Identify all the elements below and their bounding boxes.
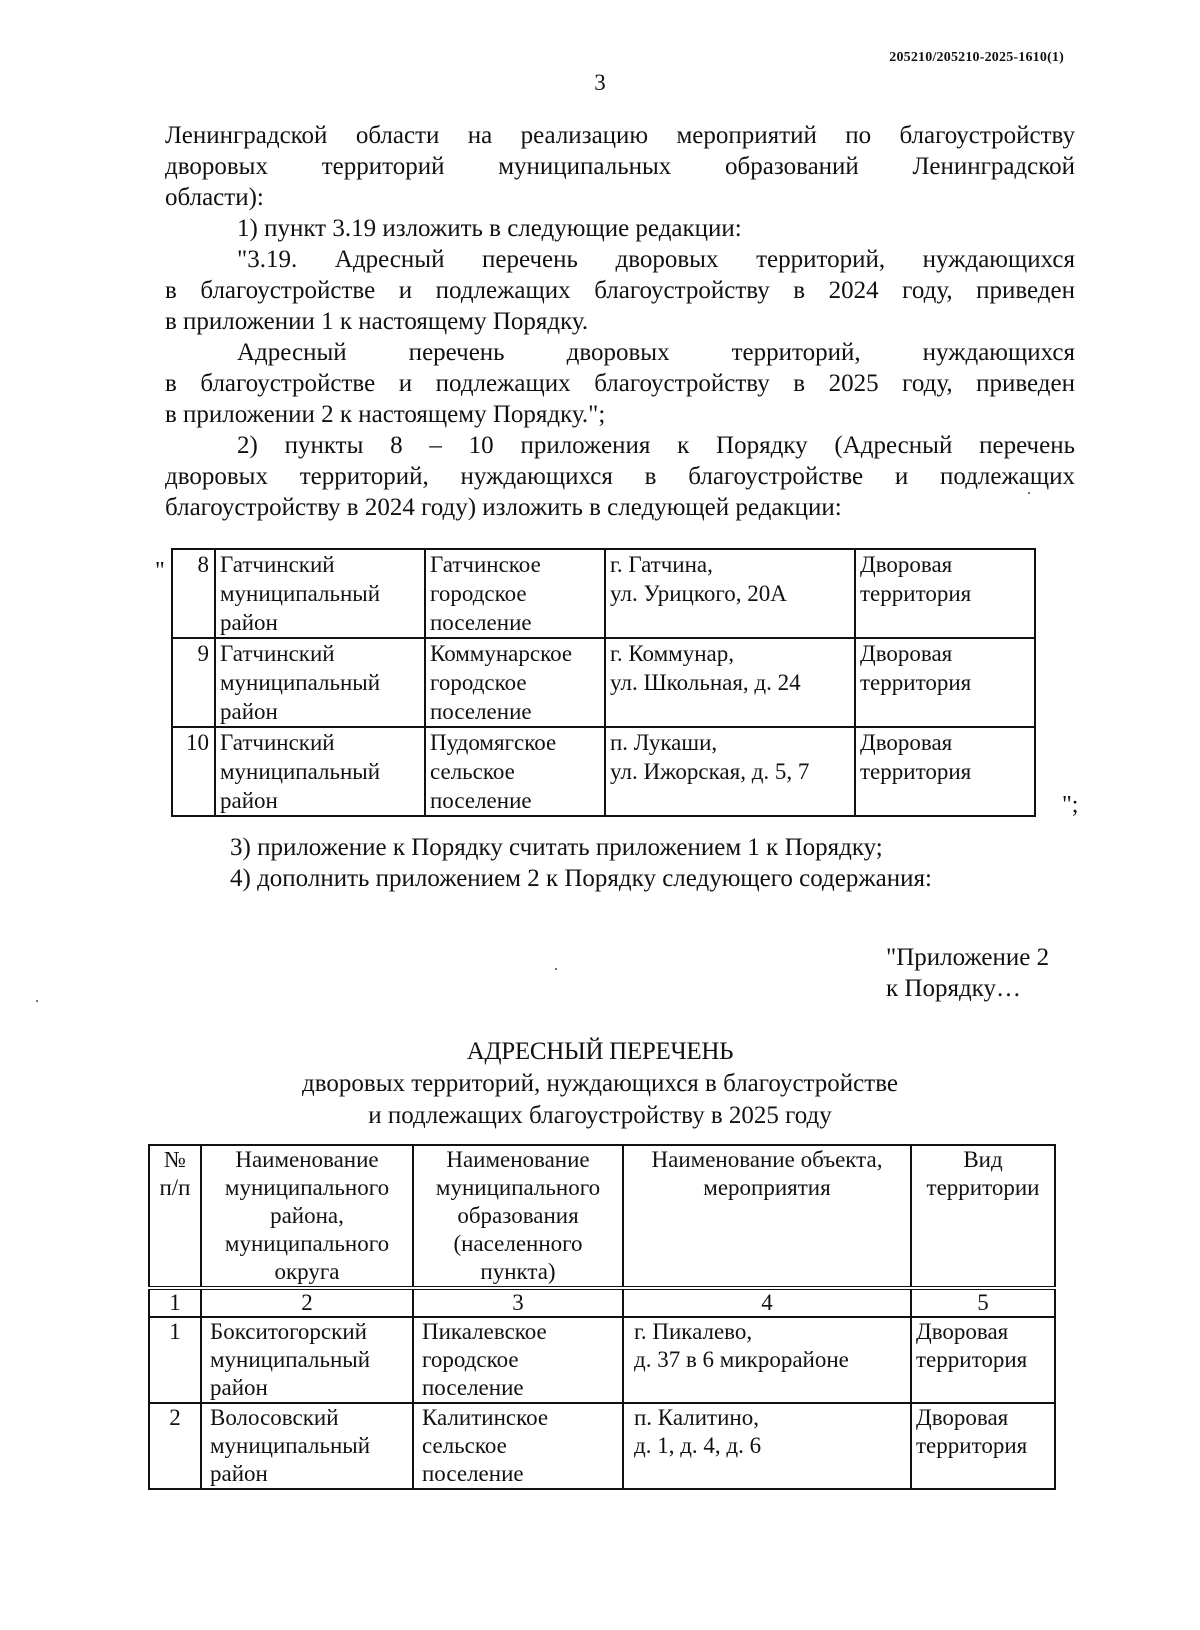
cell-line: Гатчинский	[220, 641, 335, 666]
cell-line: 2	[301, 1290, 313, 1315]
district-cell	[201, 1317, 413, 1403]
cell-line: Дворовая	[860, 730, 953, 755]
cell-line: Калитинское	[422, 1405, 549, 1430]
territory-type-cell	[855, 727, 1035, 816]
cell-line: территория	[860, 759, 972, 784]
cell-line: Гатчинский	[220, 730, 335, 755]
text-line: дворовых территорий, нуждающихся в благоустройстве и подлежащих	[165, 463, 1075, 490]
paragraph-item-3	[230, 832, 1080, 863]
row-number	[172, 549, 215, 638]
territory-type-cell	[911, 1317, 1055, 1403]
cell-line: территория	[860, 581, 972, 606]
column-header	[149, 1145, 201, 1288]
cell-line: район	[220, 699, 278, 724]
cell-line: 3	[512, 1290, 524, 1315]
cell-line: 2	[169, 1405, 181, 1430]
column-header	[623, 1145, 911, 1288]
territory-type-cell	[911, 1403, 1055, 1489]
paragraph-2025-list	[165, 337, 1075, 430]
paragraph-item-1	[237, 213, 1077, 244]
cell-line: образования	[457, 1203, 579, 1228]
text-line: дворовых территорий муниципальных образований Ленинградской	[165, 153, 1075, 180]
scan-speck	[1028, 492, 1030, 494]
text-line: благоустройству в 2024 году) изложить в следующей редакции:	[165, 494, 842, 521]
cell-line: Вид	[963, 1147, 1003, 1172]
cell-line: Гатчинский	[220, 552, 335, 577]
text-line: в благоустройстве и подлежащих благоустройству в 2025 году, приведен	[165, 370, 1075, 397]
cell-line: Бокситогорский	[210, 1319, 367, 1344]
cell-line: 1	[169, 1319, 181, 1344]
cell-line: пункта)	[480, 1259, 556, 1284]
cell-line: Наименование объекта,	[651, 1147, 883, 1172]
cell-line: район	[220, 788, 278, 813]
cell-line: Пудомягское	[430, 730, 557, 755]
text-line: в приложении 1 к настоящему Порядку.	[165, 308, 589, 335]
column-header	[201, 1145, 413, 1288]
cell-line: Пикалевское	[422, 1319, 547, 1344]
table-row	[149, 1317, 1055, 1403]
cell-line: д. 37 в 6 микрорайоне	[634, 1347, 849, 1372]
cell-line: территории	[926, 1175, 1040, 1200]
paragraph-intro	[165, 120, 1075, 213]
appendix-line: к Порядку…	[886, 975, 1021, 1002]
address-cell	[605, 549, 855, 638]
cell-line: муниципального	[224, 1231, 390, 1256]
column-index	[911, 1288, 1055, 1317]
row-number	[172, 638, 215, 727]
cell-line: Наименование	[446, 1147, 590, 1172]
cell-line: городское	[430, 670, 527, 695]
cell-line: поселение	[430, 699, 532, 724]
quote-close-mark: ";	[1062, 792, 1079, 818]
row-number	[149, 1403, 201, 1489]
cell-line: п/п	[159, 1175, 191, 1200]
column-header	[413, 1145, 623, 1288]
text-line: 3) приложение к Порядку считать приложением 1 к Порядку;	[230, 834, 883, 861]
cell-line: Гатчинское	[430, 552, 541, 577]
cell-line: городское	[422, 1347, 519, 1372]
district-cell	[215, 638, 425, 727]
paragraph-quote-3-19	[165, 244, 1075, 337]
scan-speck	[36, 1000, 38, 1002]
address-cell	[623, 1403, 911, 1489]
list-subtitle: и подлежащих благоустройству в 2025 году	[368, 1102, 832, 1129]
page-number: 3	[594, 70, 606, 95]
text-line: 1) пункт 3.19 изложить в следующие редакции:	[237, 215, 742, 242]
scan-speck	[555, 968, 557, 970]
cell-line: г. Гатчина,	[610, 552, 713, 577]
cell-line: 10	[186, 730, 209, 755]
table-row	[149, 1403, 1055, 1489]
cell-line: поселение	[430, 610, 532, 635]
cell-line: поселение	[422, 1461, 524, 1486]
column-index	[149, 1288, 201, 1317]
cell-line: Коммунарское	[430, 641, 573, 666]
text-line: Адресный перечень дворовых территорий, нуждающихся	[237, 339, 1075, 366]
row-number	[149, 1317, 201, 1403]
district-cell	[215, 727, 425, 816]
cell-line: 9	[197, 641, 209, 666]
text-line: области):	[165, 184, 264, 211]
text-line: "3.19. Адресный перечень дворовых территорий, нуждающихся	[237, 246, 1075, 273]
cell-line: №	[164, 1147, 186, 1172]
appendix-caption	[886, 942, 1049, 1004]
list-subtitle: дворовых территорий, нуждающихся в благоустройстве	[302, 1070, 898, 1097]
cell-line: сельское	[430, 759, 515, 784]
cell-line: сельское	[422, 1433, 507, 1458]
cell-line: г. Коммунар,	[610, 641, 734, 666]
cell-line: муниципальный	[210, 1433, 371, 1458]
territory-type-cell	[855, 549, 1035, 638]
cell-line: поселение	[422, 1375, 524, 1400]
cell-line: муниципального	[435, 1175, 601, 1200]
list-title: АДРЕСНЫЙ ПЕРЕЧЕНЬ	[466, 1038, 734, 1065]
cell-line: территория	[916, 1347, 1028, 1372]
municipality-cell	[425, 727, 605, 816]
municipality-cell	[425, 638, 605, 727]
cell-line: (населенного	[453, 1231, 583, 1256]
cell-line: муниципальный	[220, 581, 381, 606]
text-line: 2) пункты 8 – 10 приложения к Порядку (Адресный перечень	[237, 432, 1075, 459]
cell-line: ул. Ижорская, д. 5, 7	[610, 759, 810, 784]
cell-line: ул. Школьная, д. 24	[610, 670, 801, 695]
quote-open-mark: "	[155, 558, 165, 584]
municipality-cell	[413, 1403, 623, 1489]
table-header-row	[149, 1145, 1055, 1288]
district-cell	[215, 549, 425, 638]
cell-line: г. Пикалево,	[634, 1319, 753, 1344]
table-row	[172, 638, 1035, 727]
cell-line: 5	[977, 1290, 989, 1315]
text-line: в благоустройстве и подлежащих благоустройству в 2024 году, приведен	[165, 277, 1075, 304]
address-cell	[623, 1317, 911, 1403]
territory-type-cell	[855, 638, 1035, 727]
table-row	[172, 727, 1035, 816]
cell-line: муниципальный	[220, 670, 381, 695]
cell-line: 1	[169, 1290, 181, 1315]
cell-line: района,	[270, 1203, 344, 1228]
cell-line: городское	[430, 581, 527, 606]
municipality-cell	[413, 1317, 623, 1403]
column-index	[413, 1288, 623, 1317]
cell-line: Волосовский	[210, 1405, 339, 1430]
cell-line: район	[210, 1375, 268, 1400]
column-index	[201, 1288, 413, 1317]
column-index	[623, 1288, 911, 1317]
table-amended-items	[171, 548, 1036, 817]
cell-line: поселение	[430, 788, 532, 813]
row-number	[172, 727, 215, 816]
cell-line: территория	[916, 1433, 1028, 1458]
cell-line: п. Лукаши,	[610, 730, 718, 755]
cell-line: ул. Урицкого, 20А	[610, 581, 787, 606]
appendix-line: "Приложение 2	[886, 944, 1050, 971]
text-line: в приложении 2 к настоящему Порядку.";	[165, 401, 606, 428]
cell-line: 8	[197, 552, 209, 577]
cell-line: Наименование	[235, 1147, 379, 1172]
cell-line: д. 1, д. 4, д. 6	[634, 1433, 762, 1458]
cell-line: п. Калитино,	[634, 1405, 759, 1430]
address-cell	[605, 727, 855, 816]
cell-line: муниципальный	[210, 1347, 371, 1372]
cell-line: Дворовая	[860, 552, 953, 577]
paragraph-item-4	[230, 863, 1080, 894]
document-id: 205210/205210-2025-1610(1)	[889, 50, 1064, 65]
cell-line: муниципального	[224, 1175, 390, 1200]
column-index-row	[149, 1288, 1055, 1317]
text-line: Ленинградской области на реализацию мероприятий по благоустройству	[165, 122, 1075, 149]
address-cell	[605, 638, 855, 727]
cell-line: муниципальный	[220, 759, 381, 784]
cell-line: Дворовая	[916, 1319, 1009, 1344]
paragraph-item-2	[165, 430, 1075, 523]
cell-line: 4	[761, 1290, 773, 1315]
text-line: 4) дополнить приложением 2 к Порядку следующего содержания:	[230, 865, 932, 892]
cell-line: Дворовая	[916, 1405, 1009, 1430]
cell-line: Дворовая	[860, 641, 953, 666]
cell-line: мероприятия	[703, 1175, 831, 1200]
table-address-list-2025	[148, 1144, 1056, 1490]
cell-line: территория	[860, 670, 972, 695]
cell-line: округа	[274, 1259, 340, 1284]
cell-line: район	[220, 610, 278, 635]
column-header	[911, 1145, 1055, 1288]
district-cell	[201, 1403, 413, 1489]
table-row	[172, 549, 1035, 638]
municipality-cell	[425, 549, 605, 638]
cell-line: район	[210, 1461, 268, 1486]
